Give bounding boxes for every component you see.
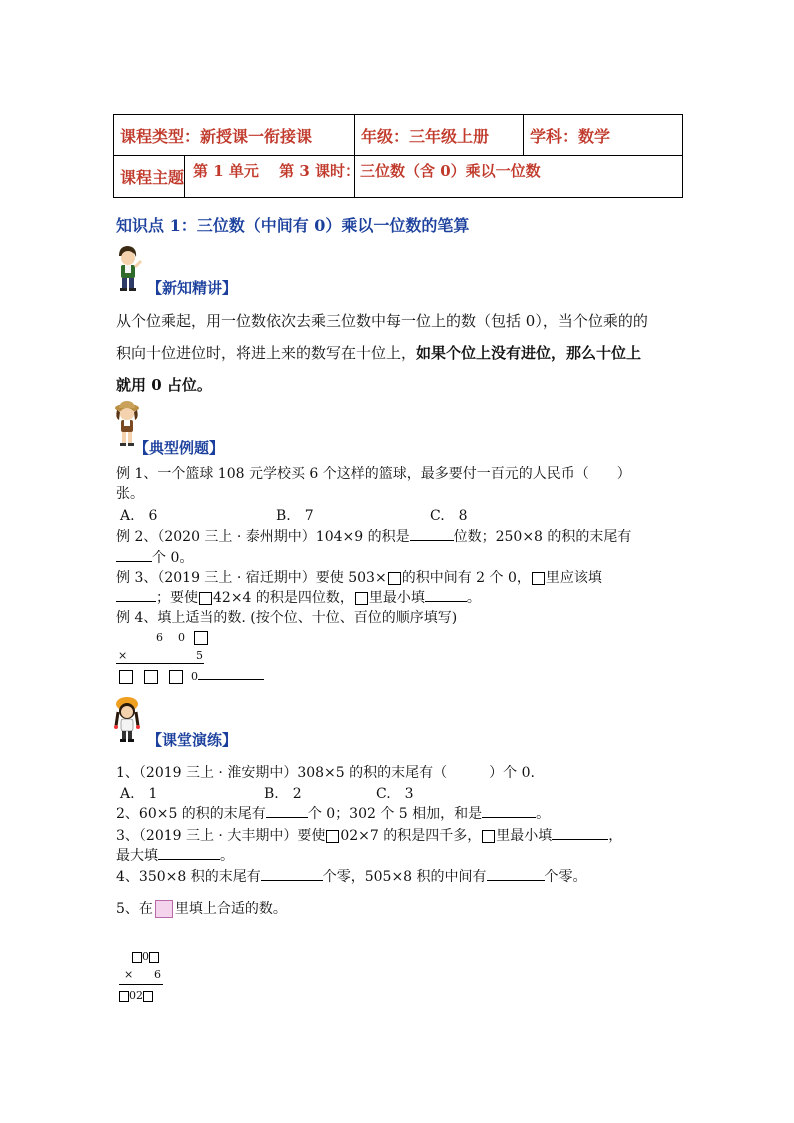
example-3-text-6: 里最小填 [368, 590, 425, 606]
example-4-result [118, 669, 264, 684]
blank-box[interactable] [532, 572, 545, 585]
new-knowledge-line-3: 就用 0 占位。 [116, 376, 212, 394]
practice-q2-text-3: 。 [536, 806, 551, 822]
practice-q3-text-2: 02×7 的积是四千多， [340, 828, 482, 844]
topic-label: 课程主题 [114, 156, 185, 197]
example-1-option-a: A. 6 [120, 508, 158, 524]
practice-q4 [116, 866, 587, 886]
practice-q5-text-1: 5、在 [116, 901, 153, 917]
blank-box[interactable] [149, 952, 159, 963]
answer-blank[interactable] [261, 866, 323, 881]
girl-braids-icon [112, 696, 142, 744]
practice-q4-text-2: 个零，505×8 积的中间有 [322, 869, 487, 885]
example-4-rule [116, 663, 204, 664]
example-1-question-cont: 张。 [116, 486, 144, 502]
answer-blank[interactable] [116, 547, 152, 562]
example-2-text-2: 位数；250×8 的积的末尾有 [453, 529, 632, 545]
example-4-multiplicand [156, 629, 209, 645]
example-2-line-1 [116, 526, 631, 546]
practice-q5 [116, 898, 287, 918]
answer-blank[interactable] [116, 587, 156, 602]
blank-box[interactable] [355, 592, 368, 605]
example-1-question: 例 1、一个篮球 108 元学校买 6 个这样的篮球，最多要付一百元的人民币（ ） [116, 466, 631, 482]
example-3-text-4: ；要使 [156, 590, 198, 606]
example-2-text-1: 例 2、（2020 三上 · 泰州期中）104×9 的积是 [116, 529, 410, 545]
blank-box[interactable] [132, 952, 142, 963]
course-info-table [113, 114, 683, 198]
practice-q1-option-a: A. 1 [120, 786, 158, 802]
example-4-result-zero: 0 [191, 670, 198, 683]
blank-box[interactable] [199, 592, 212, 605]
practice-q5-text-2: 里填上合适的数。 [174, 901, 287, 917]
example-3-text-5: 42×4 的积是四位数， [213, 590, 354, 606]
answer-blank[interactable] [552, 825, 608, 840]
practice-q1-option-c: C. 3 [376, 786, 414, 802]
example-4-times-sign: × [118, 649, 128, 662]
new-knowledge-line-1: 从个位乘起，用一位数依次去乘三位数中每一位上的数（包括 0），当个位乘的的 [116, 312, 648, 330]
practice-q5-multiplicand [132, 950, 159, 963]
example-3-text-1: 例 3、（2019 三上 · 宿迁期中）要使 503× [116, 570, 387, 586]
boy-teacher-icon [112, 244, 142, 292]
practice-q1: 1、（2019 三上 · 淮安期中）308×5 的积的末尾有（ ）个 0. [116, 765, 535, 781]
practice-q3-text-6: 。 [220, 848, 234, 864]
example-3-line-2 [116, 587, 481, 607]
blank-box[interactable] [482, 830, 495, 843]
practice-q2-text-2: 个 0；302 个 5 相加，和是 [307, 806, 483, 822]
practice-q5-times-sign: × [124, 968, 134, 981]
blank-box[interactable] [143, 991, 153, 1002]
new-knowledge-heading: 【新知精讲】 [147, 279, 238, 297]
blank-box[interactable] [119, 991, 129, 1002]
practice-q5-result-digits: 02 [129, 989, 143, 1002]
example-4-question: 例 4、填上适当的数. (按个位、十位、百位的顺序填写) [116, 610, 458, 626]
practice-q3-text-3: 里最小填 [496, 828, 553, 844]
example-1-option-c: C. 8 [430, 508, 468, 524]
knowledge-point-title: 知识点 1：三位数（中间有 0）乘以一位数的笔算 [116, 216, 470, 235]
practice-q3-line-2 [116, 845, 234, 865]
blank-box[interactable] [169, 670, 183, 684]
practice-q3-text-5: 最大填 [116, 848, 158, 864]
answer-blank[interactable] [158, 845, 220, 860]
answer-blank[interactable] [198, 669, 264, 680]
practice-q5-rule [119, 984, 163, 985]
topic-row-cell [114, 156, 541, 198]
blank-box[interactable] [144, 670, 158, 684]
subject-cell: 学科：数学 [524, 115, 683, 156]
practice-q3-text-1: 3、（2019 三上 · 大丰期中）要使 [116, 828, 326, 844]
practice-q3-line-1 [116, 825, 622, 845]
answer-blank[interactable] [266, 803, 308, 818]
practice-q2-text-1: 2、60×5 的积的末尾有 [116, 806, 266, 822]
example-4-multiplier: 5 [196, 649, 203, 662]
practice-q5-result [119, 989, 153, 1002]
practice-q4-text-1: 4、350×8 积的末尾有 [116, 869, 261, 885]
blank-box[interactable] [326, 830, 339, 843]
example-3-text-3: 里应该填 [545, 570, 602, 586]
new-knowledge-line-2-text: 积向十位进位时，将进上来的数写在十位上， [116, 344, 417, 362]
practice-q4-text-3: 个零。 [544, 869, 587, 885]
examples-heading: 【典型例题】 [134, 439, 225, 457]
example-3-text-2: 的积中间有 2 个 0， [401, 570, 531, 586]
blank-box[interactable] [194, 631, 208, 645]
example-3-text-7: 。 [466, 590, 481, 606]
practice-q1-option-b: B. 2 [264, 786, 302, 802]
highlight-box [155, 900, 173, 918]
new-knowledge-line-2-bold: 如果个位上没有进位，那么十位上 [416, 344, 642, 362]
practice-q5-multiplier: 6 [154, 968, 161, 981]
answer-blank[interactable] [410, 526, 454, 541]
new-knowledge-line-2 [116, 342, 641, 363]
blank-box[interactable] [119, 670, 133, 684]
example-3-line-1 [116, 567, 602, 587]
answer-blank[interactable] [487, 866, 545, 881]
answer-blank[interactable] [482, 803, 536, 818]
practice-q5-mid-digit: 0 [142, 950, 149, 963]
blank-box[interactable] [388, 572, 401, 585]
topic-value: 第 1 单元 第 3 课时：三位数（含 0）乘以一位数 [193, 162, 541, 180]
practice-heading: 【课堂演练】 [147, 731, 238, 749]
practice-q2 [116, 803, 550, 823]
example-2-text-3: 个 0。 [152, 550, 194, 566]
example-2-line-2 [116, 547, 193, 567]
grade-cell: 年级：三年级上册 [355, 115, 524, 156]
example-4-digits: 6 0 [156, 631, 187, 644]
practice-q3-text-4: ， [608, 828, 623, 844]
example-1-option-b: B. 7 [276, 508, 314, 524]
answer-blank[interactable] [425, 587, 467, 602]
course-type-cell: 课程类型：新授课一衔接课 [114, 115, 355, 156]
